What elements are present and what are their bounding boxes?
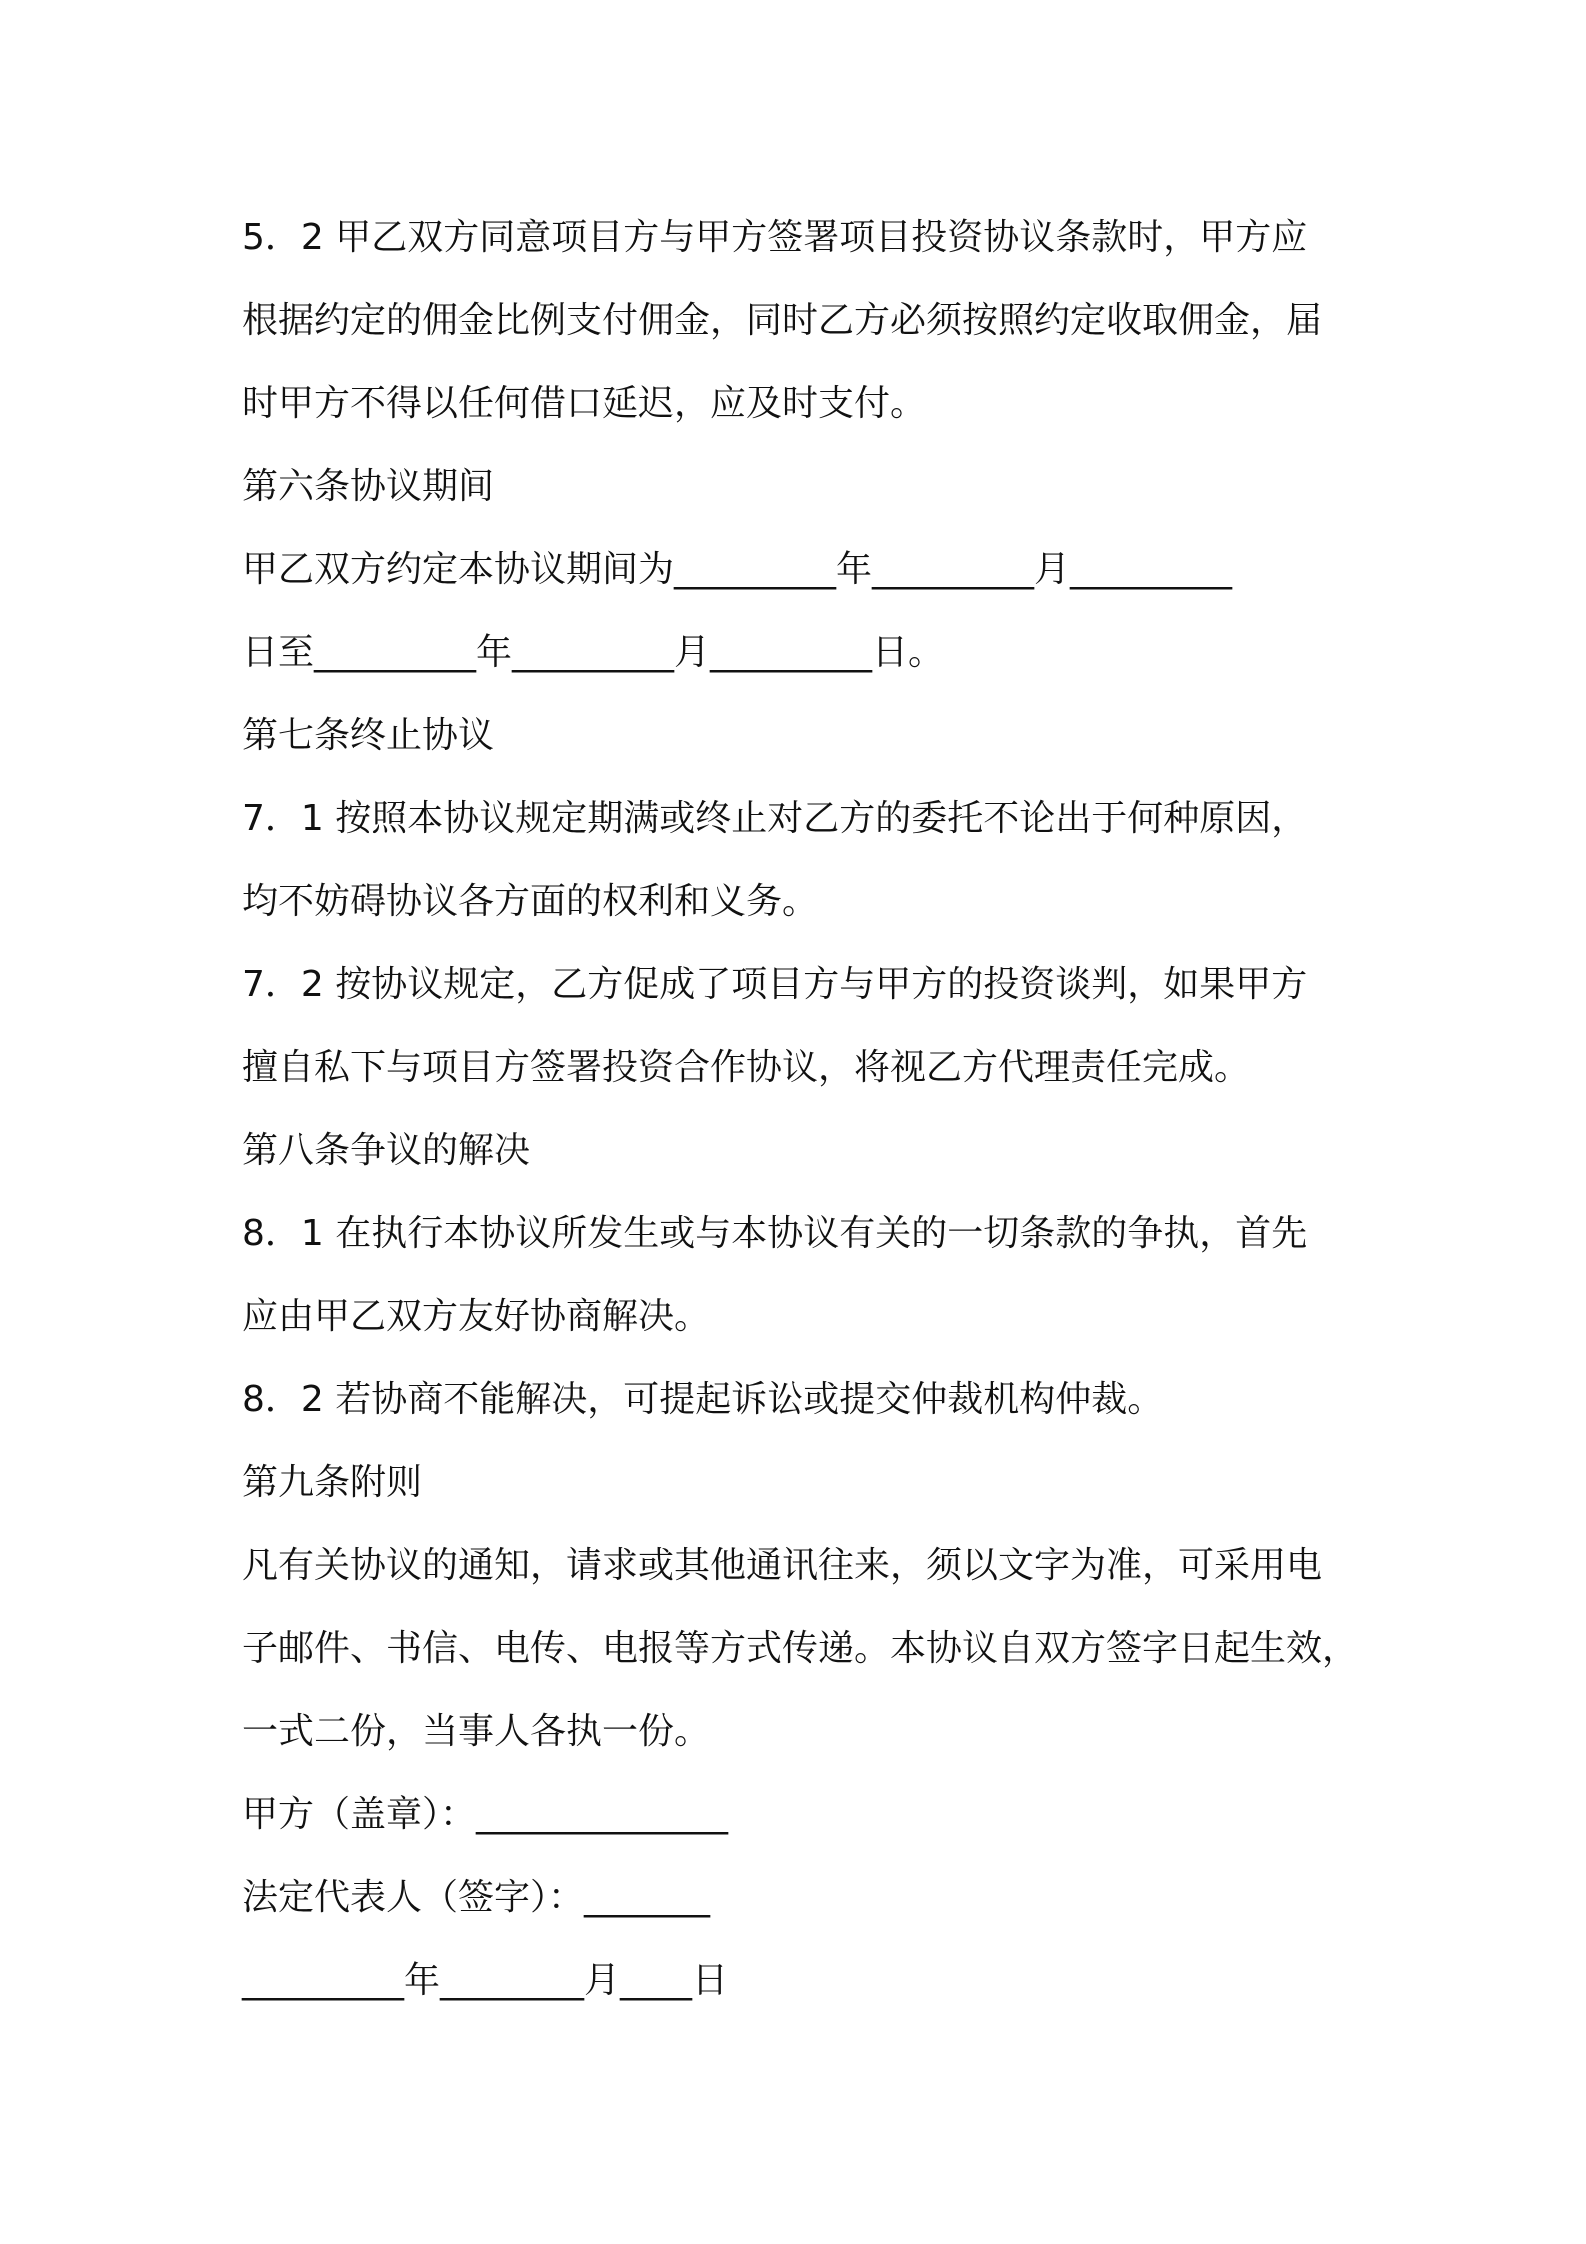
party-a-seal-line: 甲方（盖章）：______________	[242, 1794, 729, 1835]
clause-7-1-line-1: 7．1 按照本协议规定期满或终止对乙方的委托不论出于何种原因，	[242, 798, 1308, 839]
document-body	[242, 196, 1362, 2022]
clause-8-1-line-1: 8．1 在执行本协议所发生或与本协议有关的一切条款的争执，首先	[242, 1213, 1308, 1254]
clause-5-2-line-3: 时甲方不得以任何借口延迟，应及时支付。	[242, 383, 927, 424]
clause-8-1-line-2: 应由甲乙双方友好协商解决。	[242, 1296, 711, 1337]
clause-7-2-line-1: 7．2 按协议规定，乙方促成了项目方与甲方的投资谈判，如果甲方	[242, 964, 1308, 1005]
signing-date-line: _________年________月____日	[242, 1960, 728, 2001]
article-6-period-line-2: 日至_________年_________月_________日。	[242, 632, 944, 673]
article-7-heading: 第七条终止协议	[242, 715, 495, 756]
clause-7-2-line-2: 擅自私下与项目方签署投资合作协议，将视乙方代理责任完成。	[242, 1047, 1251, 1088]
clause-5-2-line-1: 5．2 甲乙双方同意项目方与甲方签署项目投资协议条款时，甲方应	[242, 217, 1308, 258]
clause-8-2: 8．2 若协商不能解决，可提起诉讼或提交仲裁机构仲裁。	[242, 1379, 1164, 1420]
clause-7-1-line-2: 均不妨碍协议各方面的权利和义务。	[242, 881, 819, 922]
article-9-line-3: 一式二份，当事人各执一份。	[242, 1711, 711, 1752]
article-9-line-2: 子邮件、书信、电传、电报等方式传递。本协议自双方签字日起生效，	[242, 1628, 1359, 1669]
article-9-heading: 第九条附则	[242, 1462, 423, 1503]
clause-5-2-line-2: 根据约定的佣金比例支付佣金，同时乙方必须按照约定收取佣金，届	[242, 300, 1323, 341]
article-6-period-line-1: 甲乙双方约定本协议期间为_________年_________月_________	[242, 549, 1233, 590]
legal-representative-signature-line: 法定代表人（签字）：_______	[242, 1877, 711, 1918]
article-6-heading: 第六条协议期间	[242, 466, 495, 507]
article-9-line-1: 凡有关协议的通知，请求或其他通讯往来，须以文字为准，可采用电	[242, 1545, 1323, 1586]
article-8-heading: 第八条争议的解决	[242, 1130, 531, 1171]
